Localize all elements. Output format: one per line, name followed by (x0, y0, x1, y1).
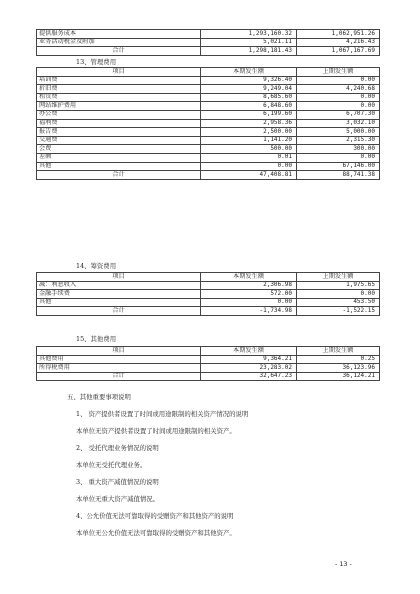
header-previous: 上期发生额 (297, 347, 380, 356)
note-text-4: 本单位无公允价值无法可靠取得的受赠资产和其他资产。 (76, 529, 236, 537)
previous-amount: 36,123.96 (297, 364, 380, 373)
previous-amount: 300.00 (297, 145, 380, 154)
header-current: 本期发生额 (201, 347, 297, 356)
header-row (37, 347, 380, 356)
table-row (37, 128, 380, 137)
header-row (37, 68, 380, 77)
table-row (37, 110, 380, 119)
notes-heading: 五、其他重要事项说明 (67, 393, 131, 401)
management-expense-table (36, 67, 380, 180)
table-row (37, 355, 380, 364)
current-amount: 0.00 (201, 298, 297, 307)
table-row (37, 153, 380, 162)
total-label: 合计 (37, 171, 201, 180)
total-row (37, 171, 380, 180)
previous-amount: 0.00 (297, 153, 380, 162)
table-row (37, 145, 380, 154)
current-amount: 8,685.60 (201, 93, 297, 102)
note-text-1: 本单位无资产提供者设置了时间或用途限制的相关资产。 (76, 427, 236, 435)
current-amount: -1,734.98 (201, 307, 297, 316)
current-amount: 0.01 (201, 153, 297, 162)
table-row (37, 76, 380, 85)
previous-amount: 0.00 (297, 290, 380, 299)
previous-amount: 1,067,167.69 (297, 47, 380, 56)
previous-amount: 2,315.30 (297, 136, 380, 145)
row-label: 报告费 (37, 128, 201, 137)
row-label: 提供服务成本 (37, 30, 201, 39)
current-amount: 6,848.60 (201, 102, 297, 111)
current-amount: 1,298,181.43 (201, 47, 297, 56)
total-row (37, 47, 380, 56)
total-label: 合计 (37, 47, 201, 56)
current-amount: 9,326.40 (201, 76, 297, 85)
total-row (37, 307, 380, 316)
row-label: 培训费 (37, 76, 201, 85)
business-cost-table (36, 29, 380, 56)
previous-amount: 67,146.00 (297, 162, 380, 171)
header-current: 本期发生额 (201, 273, 297, 282)
table-row (37, 38, 380, 47)
current-amount: 2,958.36 (201, 119, 297, 128)
previous-amount: 88,741.38 (297, 171, 380, 180)
note-title-1: 1、 资产提供者设置了时间或用途限制的相关资产情况的说明 (76, 410, 249, 418)
previous-amount: 3,032.10 (297, 119, 380, 128)
page-number: - 13 - (335, 560, 352, 568)
current-amount: 5,021.11 (201, 38, 297, 47)
total-label: 合计 (37, 307, 201, 316)
current-amount: 2,306.98 (201, 281, 297, 290)
note-title-2: 2、 受托代理业务情况的说明 (76, 444, 159, 452)
table-row (37, 102, 380, 111)
table-row (37, 162, 380, 171)
table-row (37, 93, 380, 102)
current-amount: 1,293,160.32 (201, 30, 297, 39)
current-amount: 9,364.21 (201, 355, 297, 364)
current-amount: 9,249.04 (201, 85, 297, 94)
row-label: 交通费 (37, 136, 201, 145)
note-title-4: 4、公允价值无法可靠取得的受赠资产和其他资产的说明 (76, 512, 234, 520)
previous-amount: 0.00 (297, 93, 380, 102)
row-label: 折旧费 (37, 85, 201, 94)
current-amount: 1,141.20 (201, 136, 297, 145)
table-row (37, 290, 380, 299)
table-row (37, 85, 380, 94)
current-amount: 572.00 (201, 290, 297, 299)
previous-amount: 1,975.65 (297, 281, 380, 290)
note-text-3: 本单位无重大资产减值情况。 (76, 495, 160, 503)
previous-amount: 0.00 (297, 102, 380, 111)
row-label: 差额 (37, 153, 201, 162)
row-label: 网站维护费用 (37, 102, 201, 111)
header-item: 项目 (37, 273, 201, 282)
current-amount: 6,199.60 (201, 110, 297, 119)
previous-amount: 4,240.68 (297, 85, 380, 94)
header-item: 项目 (37, 347, 201, 356)
row-label: 其他 (37, 162, 201, 171)
previous-amount: 6,707.30 (297, 110, 380, 119)
current-amount: 2,500.00 (201, 128, 297, 137)
previous-amount: -1,522.15 (297, 307, 380, 316)
total-row (37, 372, 380, 381)
previous-amount: 1,062,951.26 (297, 30, 380, 39)
previous-amount: 0.25 (297, 355, 380, 364)
header-current: 本期发生额 (201, 68, 297, 77)
previous-amount: 5,000.00 (297, 128, 380, 137)
table-row (37, 30, 380, 39)
row-label: 租赁费 (37, 93, 201, 102)
current-amount: 500.00 (201, 145, 297, 154)
row-label: 会费 (37, 145, 201, 154)
row-label: 其他 (37, 298, 201, 307)
header-item: 项目 (37, 68, 201, 77)
current-amount: 32,647.23 (201, 372, 297, 381)
financing-expense-table (36, 272, 380, 316)
table-row (37, 119, 380, 128)
row-label: 办公费 (37, 110, 201, 119)
table-row (37, 298, 380, 307)
table-row (37, 281, 380, 290)
row-label: 其他费用 (37, 355, 201, 364)
row-label: 业务活动税金及附加 (37, 38, 201, 47)
row-label: 所得税费用 (37, 364, 201, 373)
header-previous: 上期发生额 (297, 68, 380, 77)
current-amount: 0.00 (201, 162, 297, 171)
header-previous: 上期发生额 (297, 273, 380, 282)
section-title-management: 13、管理费用 (76, 58, 117, 66)
note-text-2: 本单位无受托代理业务。 (76, 461, 147, 469)
previous-amount: 36,124.21 (297, 372, 380, 381)
previous-amount: 453.50 (297, 298, 380, 307)
current-amount: 23,283.02 (201, 364, 297, 373)
header-row (37, 273, 380, 282)
previous-amount: 0.00 (297, 76, 380, 85)
row-label: 金融手续费 (37, 290, 201, 299)
previous-amount: 4,216.43 (297, 38, 380, 47)
other-expense-table (36, 346, 380, 381)
current-amount: 47,408.81 (201, 171, 297, 180)
row-label: 福利费 (37, 119, 201, 128)
section-title-financing: 14、筹资费用 (76, 262, 117, 270)
table-row (37, 136, 380, 145)
table-row (37, 364, 380, 373)
note-title-3: 3、 重大资产减值情况的说明 (76, 478, 159, 486)
total-label: 合计 (37, 372, 201, 381)
section-title-other: 15、其他费用 (76, 335, 117, 343)
row-label: 减：利息收入 (37, 281, 201, 290)
